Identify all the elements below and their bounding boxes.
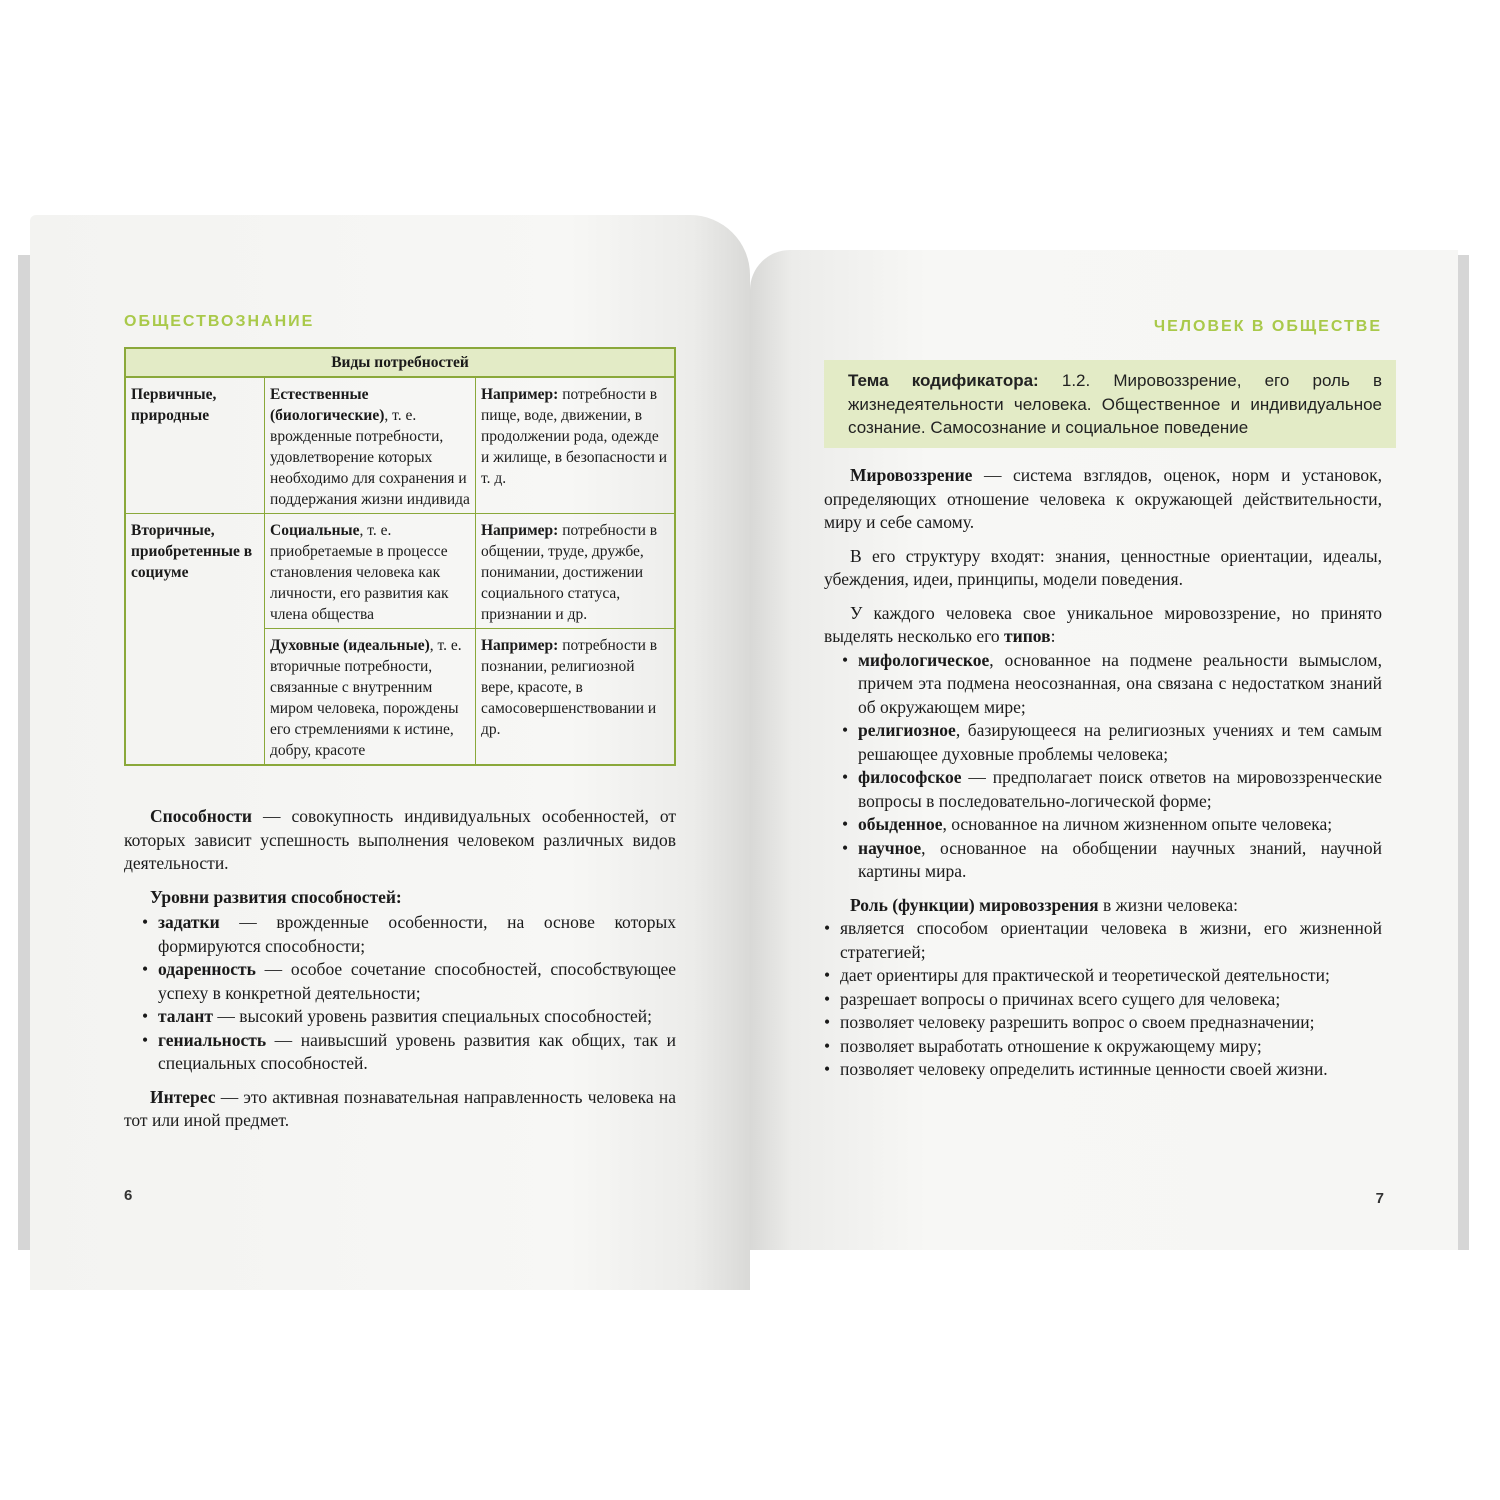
roles-list: [824, 917, 1382, 1082]
running-head-right: ЧЕЛОВЕК В ОБЩЕСТВЕ: [1153, 318, 1382, 335]
running-head-left: ОБЩЕСТВОЗНАНИЕ: [124, 313, 315, 330]
role-heading: Роль (функции) мировоззрения в жизни человека:: [850, 894, 1238, 915]
list-item: • позволяет человеку определить истинные ценности своей жизни.: [824, 1058, 1382, 1082]
table-cell-example: Например: потребности в общении, труде, дружбе, понимании, достижении социального статуса, признании и др.: [476, 514, 676, 629]
table-cell-type: Естественные (биологические), т. е. врожденные потребности, удовлетворение которых необходимо для сохранения и поддержания жизни индивида: [265, 377, 476, 514]
types-list: [842, 649, 1382, 884]
list-item: • научное, основанное на обобщении научных знаний, научной картины мира.: [842, 837, 1382, 884]
list-item: • одаренность — особое сочетание способностей, способствующее успеху в конкретной деятельности;: [142, 958, 676, 1005]
interest-paragraph: Интерес — это активная познавательная направленность человека на тот или иной предмет.: [124, 1086, 676, 1130]
topic-box: Тема кодификатора: 1.2. Мировоззрение, его роль в жизнедеятельности человека. Общественное и индивидуальное сознание. Самосознание и социальное поведение: [824, 360, 1396, 448]
right-page: [750, 250, 1458, 1250]
page-number-right: 7: [1375, 1190, 1384, 1207]
list-item: • философское — предполагает поиск ответов на мировоззренческие вопросы в последовательно-логической форме;: [842, 766, 1382, 813]
types-intro: У каждого человека свое уникальное мировоззрение, но принято выделять несколько его типов:: [824, 602, 1382, 646]
list-item: • дает ориентиры для практической и теоретической деятельности;: [824, 964, 1382, 988]
table-cell-group: Вторичные, приобретенные в социуме: [125, 514, 265, 766]
table-cell-type: Духовные (идеальные), т. е. вторичные потребности, связанные с внутренним миром человека, порождены его стремлениями к истине, добру, красоте: [265, 629, 476, 766]
left-body-text: [124, 805, 676, 1143]
left-page: [30, 215, 750, 1290]
list-item: • религиозное, базирующееся на религиозных учениях и тем самым решающее духовные проблемы человека;: [842, 719, 1382, 766]
levels-heading: Уровни развития способностей:: [150, 886, 402, 907]
levels-list: [142, 911, 676, 1076]
page-number-left: 6: [124, 1187, 133, 1204]
list-item: • разрешает вопросы о причинах всего сущего для человека;: [824, 988, 1382, 1012]
table-row: [125, 377, 675, 514]
list-item: • обыденное, основанное на личном жизненном опыте человека;: [842, 813, 1382, 837]
table-cell-example: Например: потребности в пище, воде, движении, в продолжении рода, одежде и жилище, в безопасности и т. д.: [476, 377, 676, 514]
needs-table: [124, 347, 676, 766]
right-body-text: [824, 464, 1382, 1092]
list-item: • гениальность — наивысший уровень развития как общих, так и специальных способностей.: [142, 1029, 676, 1076]
list-item: • талант — высокий уровень развития специальных способностей;: [142, 1005, 676, 1029]
table-title: Виды потребностей: [125, 348, 675, 377]
list-item: • мифологическое, основанное на подмене реальности вымыслом, причем эта подмена неосознанная, она связана с недостатком знаний об окружающем мире;: [842, 649, 1382, 720]
table-cell-group: Первичные, природные: [125, 377, 265, 514]
worldview-paragraph: Мировоззрение — система взглядов, оценок, норм и установок, определяющих отношение человека к окружающей действительности, миру и себе самому.: [824, 465, 1382, 532]
list-item: • позволяет человеку разрешить вопрос о своем предназначении;: [824, 1011, 1382, 1035]
list-item: • является способом ориентации человека в жизни, его жизненной стратегией;: [824, 917, 1382, 964]
list-item: • позволяет выработать отношение к окружающему миру;: [824, 1035, 1382, 1059]
table-cell-example: Например: потребности в познании, религиозной вере, красоте, в самосовершенствовании и др.: [476, 629, 676, 766]
table-row: [125, 514, 675, 629]
abilities-paragraph: Способности — совокупность индивидуальных особенностей, от которых зависит успешность выполнения человеком различных видов деятельности.: [124, 806, 676, 873]
structure-paragraph: В его структуру входят: знания, ценностные ориентации, идеалы, убеждения, идеи, принципы, модели поведения.: [824, 545, 1382, 589]
list-item: • задатки — врожденные особенности, на основе которых формируются способности;: [142, 911, 676, 958]
table-cell-type: Социальные, т. е. приобретаемые в процессе становления человека как личности, его развития как члена общества: [265, 514, 476, 629]
